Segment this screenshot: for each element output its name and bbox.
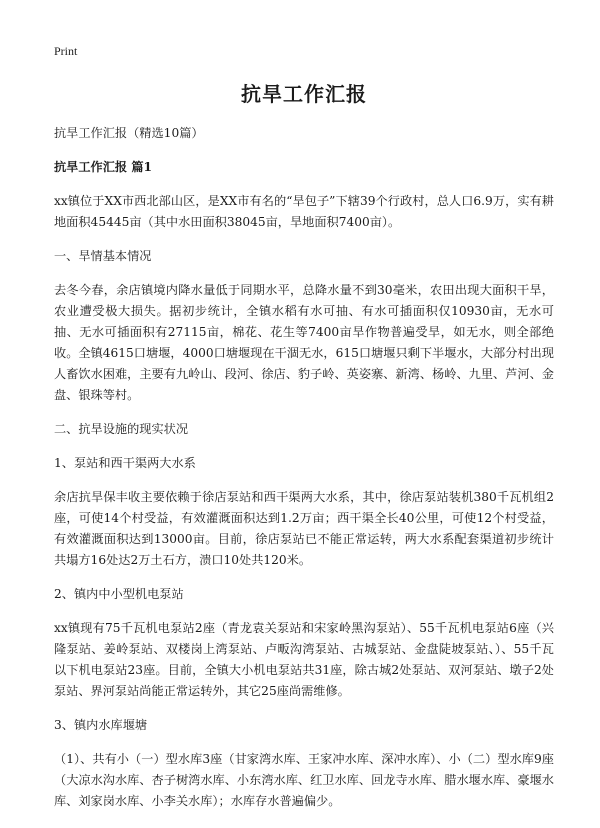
electric-pump-paragraph: xx镇现有75千瓦机电泵站2座（青龙袁关泵站和宋家岭黑沟泵站）、55千瓦机电泵站6座（兴隆泵站、姜岭泵站、双楼岗上湾泵站、卢畈沟湾泵站、古城泵站、金盘陡坡泵站、）、55千瓦以下机电泵站23座。目前，全镇大小机电泵站共31座，除古城2处泵站、双河泵站、墩子2处泵站、界河泵站尚能正常运转外，其它25座尚需维修。 [54,621,554,698]
subsection-heading-3: 3、镇内水库堰塘 [54,718,148,732]
section-heading-1: 一、旱情基本情况 [54,249,152,263]
reservoir-paragraph: （1）、共有小（一）型水库3座（甘家湾水库、王家冲水库、深冲水库）、小（二）型水库9座（大凉水沟水库、杏子树湾水库、小东湾水库、红卫水库、回龙寺水库、腊水堰水库、豪堰水库、刘家岗水库、小李关水库）；水库存水普遍偏少。 [54,752,554,808]
pump-station-paragraph: 余店抗旱保丰收主要依赖于徐店泵站和西干渠两大水系，其中，徐店泵站装机380千瓦机组2座，可使14个村受益，有效灌溉面积达到1.2万亩；西干渠全长40公里，可使12个村受益，有效灌溉面积达到13000亩。目前，徐店泵站已不能正常运转，两大水系配套渠道初步统计共塌方16处达2万土石方，溃口10处共120米。 [54,490,554,567]
document-title: 抗旱工作汇报 [241,82,367,106]
print-link[interactable]: Print [54,44,78,58]
subsection-heading-1: 1、泵站和西干渠两大水系 [54,456,196,470]
article-heading: 抗旱工作汇报 篇1 [54,160,153,174]
drought-paragraph: 去冬今春，余店镇境内降水量低于同期水平，总降水量不到30毫米，农田出现大面积干旱，农业遭受极大损失。据初步统计，全镇水稻有水可抽、有水可插面积仅10930亩，无水可抽、无水可插面积有27115亩，棉花、花生等7400亩旱作物普遍受旱，如无水，则全部绝收。全镇4615口塘堰，4000口塘堰现在干涸无水，615口塘堰只剩下半堰水，大部分村出现人畜饮水困难，主要有九岭山、段河、徐店、豹子岭、英姿寨、新湾、杨岭、九里、芦河、金盘、银珠等村。 [54,283,554,402]
section-heading-2: 二、抗旱设施的现实状况 [54,422,189,436]
document-body [54,78,554,825]
subtitle: 抗旱工作汇报（精选10篇） [54,126,204,140]
subsection-heading-2: 2、镇内中小型机电泵站 [54,587,184,601]
intro-paragraph: xx镇位于XX市西北部山区，是XX市有名的“旱包子”下辖39个行政村，总人口6.9万，实有耕地面积45445亩（其中水田面积38045亩，旱地面积7400亩）。 [54,194,554,229]
